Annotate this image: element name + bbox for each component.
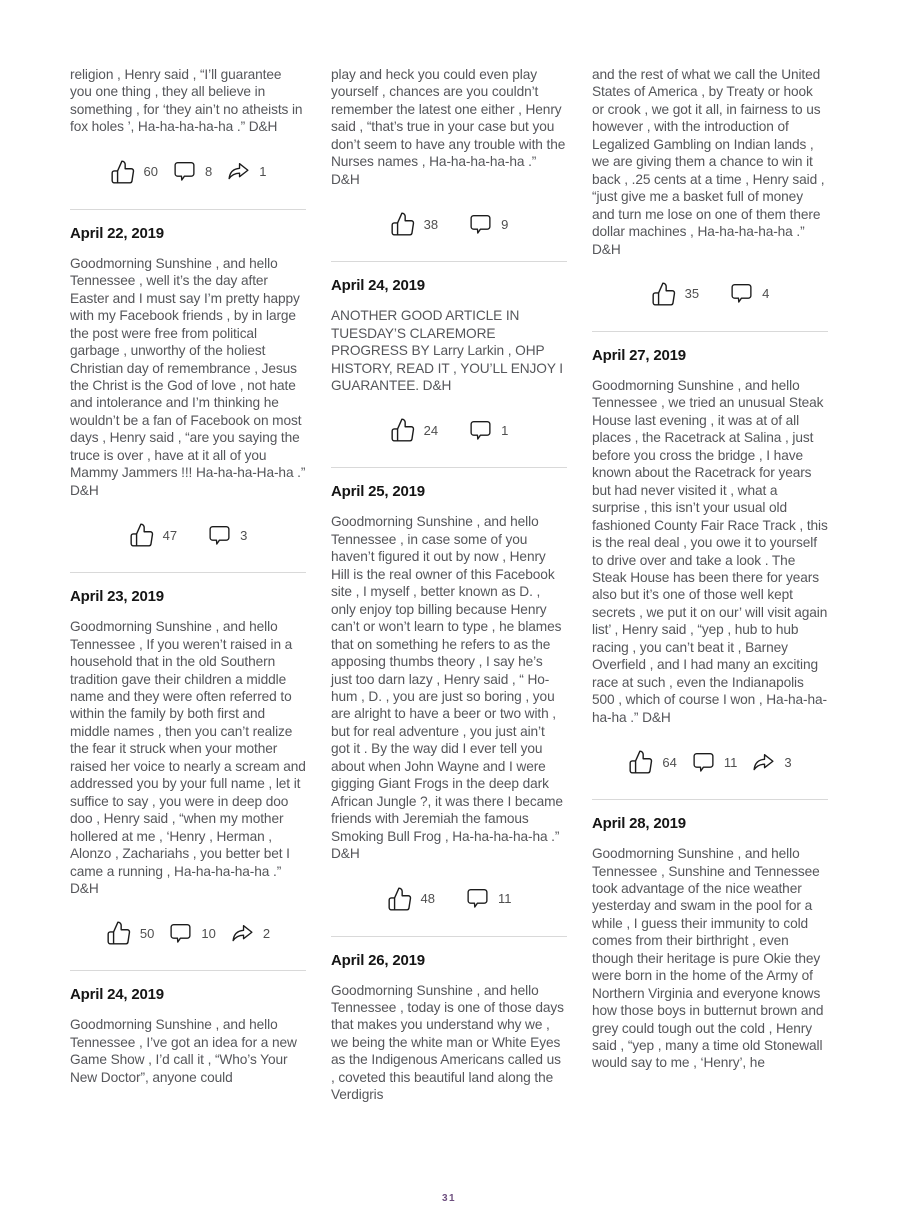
- like-count: 64: [662, 754, 677, 770]
- post-text: ANOTHER GOOD ARTICLE IN TUESDAY’S CLAREMORE PROGRESS BY Larry Larkin , OHP HISTORY, READ IT , YOU’LL ENJOY I GUARANTEE. D&H: [331, 308, 564, 393]
- share-stat: [226, 159, 266, 184]
- share-stat: [751, 750, 791, 775]
- post-stats: [592, 749, 828, 775]
- like-count: 60: [143, 164, 158, 180]
- three-column-content: [70, 66, 828, 1104]
- post-text: Goodmorning Sunshine , and hello Tennessee , Sunshine and Tennessee took advantage of the nice weather yesterday and swam in the pool for a while , I guess their immunity to cold comes from their birthright , even though their heritage is pure Okie they were born in the home of the Army of Northern Virginia and everyone knows how those boys in butternut brown and grey could tough out the cold , Henry said , “yep , many a time old Stonewall would say to me , ‘Henry’, he: [592, 846, 824, 1071]
- comment-stat: [172, 159, 212, 184]
- post-date-heading: April 25, 2019: [331, 483, 425, 501]
- comment-count: 1: [501, 422, 509, 438]
- page-number: 31: [441, 1193, 457, 1204]
- like-stat: [390, 211, 438, 237]
- post-text: Goodmorning Sunshine , and hello Tennessee , we tried an unusual Steak House last evening , it was at of all places , the Racetrack at Salina , just before you cross the bridge , I have known about the Racetrack for years but had never visited it , what a surprise , this isn’t your usual old fashioned County Fair Race Track , this is the real deal , you owe it to yourself to drive over and take a look . The Steak House has been there for years also but it’s one of those well kept secrets , we put it on our’ will visit again list’ , Henry said , “yep , hub to hub racing , you can’t beat it , Barney Overfield , and I had many an exciting race at such , even the Indianapolis 500 , which of course I won , Ha-ha-ha-ha-ha .” D&H: [592, 377, 828, 725]
- post-stats: [331, 417, 567, 443]
- post-text: and the rest of what we call the United States of America , by Treaty or hook or crook , we got it all, in fairness to us however , with the introduction of Legalized Gambling on Indian lands , we are giving them a chance to win it back , .25 cents at a time , Henry said , “just give me a basket full of money and turn me lose on one of them there dollar machines , Ha-ha-ha-ha-ha .” D&H: [592, 67, 825, 257]
- comment-count: 10: [201, 925, 216, 941]
- section-divider: [592, 799, 828, 800]
- comment-stat: [207, 523, 247, 548]
- post-text: Goodmorning Sunshine , and hello Tennessee , in case some of you haven’t figured it out by now , Henry Hill is the real owner of this Facebook site , I myself , better known as D. , only enjoy top billing because Henry can’t or won’t learn to type , he blames that on something he refers to as the apposing thumbs theory , I say he’s just too darn lazy , Henry said , “ Ho-hum , D. , you are just so boring , you are alright to have a beer or two with , but for real adventure , you just ain’t got it . By the way did I ever tell you about when John Wayne and I were gigging Giant Frogs in the deep dark African Jungle ?, it was there I became friends with Jeremiah the famous Smoking Bull Frog , Ha-ha-ha-ha-ha .” D&H: [331, 514, 563, 862]
- section-divider: [70, 572, 306, 573]
- share-icon: [226, 159, 251, 184]
- share-count: 3: [784, 754, 792, 770]
- share-icon: [230, 921, 255, 946]
- like-stat: [110, 159, 158, 185]
- post-date-heading: April 24, 2019: [331, 277, 425, 295]
- comment-count: 8: [205, 164, 213, 180]
- like-count: 38: [423, 216, 439, 232]
- post-date-heading: April 23, 2019: [70, 588, 164, 606]
- post-text: Goodmorning Sunshine , and hello Tennessee , I’ve got an idea for a new Game Show , I’d call it , “Who’s Your New Doctor”, anyone could: [70, 1017, 297, 1085]
- post-stats: [70, 920, 306, 946]
- like-stat: [628, 749, 676, 775]
- thumbs-up-icon: [390, 417, 416, 443]
- section-divider: [592, 331, 828, 332]
- thumbs-up-icon: [390, 211, 416, 237]
- like-stat: [106, 920, 154, 946]
- comment-icon: [207, 523, 232, 548]
- comment-icon: [465, 886, 490, 911]
- section-divider: [331, 936, 567, 937]
- comment-icon: [172, 159, 197, 184]
- comment-count: 9: [501, 216, 509, 232]
- share-count: 2: [262, 925, 271, 941]
- column-2: [331, 66, 567, 1104]
- post-date-heading: April 22, 2019: [70, 224, 164, 242]
- comment-icon: [729, 281, 754, 306]
- share-icon: [751, 750, 776, 775]
- section-divider: [331, 467, 567, 468]
- section-divider: [331, 261, 567, 262]
- like-count: 50: [139, 925, 155, 941]
- post-date-heading: April 26, 2019: [331, 951, 425, 969]
- like-stat: [651, 281, 699, 307]
- post-stats: [70, 522, 306, 548]
- post-text: Goodmorning Sunshine , and hello Tennessee , If you weren’t raised in a household that in the old Southern tradition gave their children a middle name and they were often referred to within the family by both first and middle names , then you can’t realize the fear it struck when your mother raised her voice to nearly a scream and addressed you by your full name , let it suffice to say , you were in deep doo doo , Henry said , “when my mother hollered at me , ‘Henry , Herman , Alonzo , Zachariahs , you better bet I came a running , Ha-ha-ha-ha-ha .” D&H: [70, 619, 306, 896]
- comment-icon: [468, 418, 493, 443]
- like-count: 48: [420, 891, 435, 906]
- thumbs-up-icon: [628, 749, 654, 775]
- comment-count: 11: [723, 754, 738, 770]
- like-stat: [129, 522, 177, 548]
- like-count: 35: [684, 286, 700, 302]
- thumbs-up-icon: [651, 281, 677, 307]
- post-stats: [331, 886, 567, 912]
- like-stat: [387, 886, 435, 912]
- post-stats: [70, 159, 306, 185]
- post-date-heading: April 27, 2019: [592, 346, 686, 364]
- thumbs-up-icon: [110, 159, 136, 185]
- post-text: play and heck you could even play yourself , chances are you couldn’t remember the latest one either , Henry said , “that’s true in your case but you don’t seem to have any trouble with the Nurses names , Ha-ha-ha-ha-ha .” D&H: [331, 67, 566, 187]
- post-text: Goodmorning Sunshine , and hello Tennessee , well it’s the day after Easter and I must say I’m pretty happy with my Facebook friends , by in large the post were free from political garbage , unworthy of the holiest Christian day of remembrance , Jesus the Christ is the God of love , not hate and intolerance and I’m thinking he wouldn’t be a fan of Facebook on most days , Henry said , “are you saying the truce is over , have at it all of you Mammy Jammers !!! Ha-ha-ha-Ha-ha .” D&H: [70, 255, 306, 498]
- comment-count: 4: [762, 286, 770, 302]
- comment-stat: [729, 281, 769, 306]
- comment-stat: [468, 212, 508, 237]
- section-divider: [70, 970, 306, 971]
- column-1: [70, 66, 306, 1104]
- section-divider: [70, 209, 306, 210]
- post-stats: [331, 211, 567, 237]
- comment-stat: [691, 750, 738, 775]
- comment-stat: [168, 921, 215, 946]
- comment-icon: [168, 921, 193, 946]
- comment-icon: [468, 212, 493, 237]
- thumbs-up-icon: [106, 920, 132, 946]
- comment-count: 3: [240, 527, 248, 543]
- comment-stat: [465, 886, 512, 911]
- share-stat: [230, 921, 270, 946]
- post-stats: [592, 281, 828, 307]
- column-3: [592, 66, 828, 1104]
- comment-icon: [691, 750, 716, 775]
- like-count: 24: [423, 422, 439, 438]
- thumbs-up-icon: [129, 522, 155, 548]
- like-count: 47: [162, 527, 178, 543]
- post-text: Goodmorning Sunshine , and hello Tennessee , today is one of those days that makes you understand why we , we being the white man or White Eyes as the Indigenous Americans called us , coveted this beautiful land along the Verdigris: [331, 982, 564, 1103]
- post-text: religion , Henry said , “I’ll guarantee you one thing , they all believe in something , for ‘they ain’t no atheists in fox holes ’, Ha-ha-ha-ha-ha .” D&H: [70, 67, 303, 135]
- comment-stat: [468, 418, 508, 443]
- thumbs-up-icon: [387, 886, 413, 912]
- post-date-heading: April 24, 2019: [70, 986, 164, 1004]
- post-date-heading: April 28, 2019: [592, 815, 686, 833]
- like-stat: [390, 417, 438, 443]
- page-footer: [0, 1188, 898, 1206]
- share-count: 1: [259, 164, 267, 180]
- comment-count: 11: [497, 891, 512, 906]
